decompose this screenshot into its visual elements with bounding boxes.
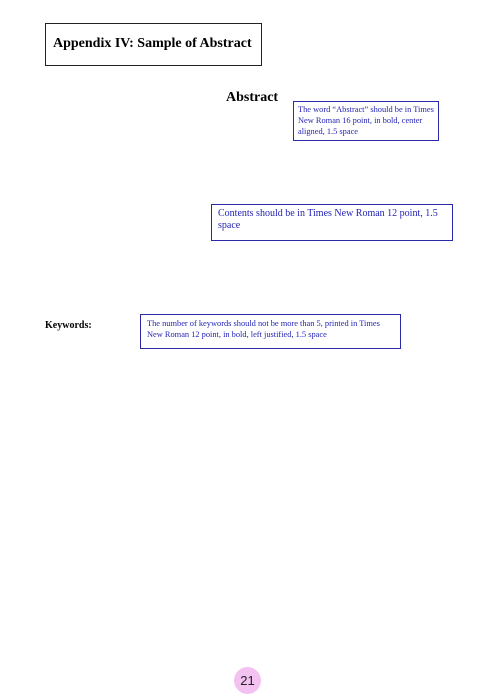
page-number-badge: 21 [234, 667, 261, 694]
appendix-heading: Appendix IV: Sample of Abstract [53, 36, 252, 51]
keywords-format-note: The number of keywords should not be more than 5, printed in Times New Roman 12 point, in bold, left justified, 1.5 space [140, 314, 401, 349]
abstract-title: Abstract [226, 90, 279, 105]
content-format-note: Contents should be in Times New Roman 12 point, 1.5 space [211, 204, 453, 241]
keywords-label: Keywords: [45, 320, 92, 331]
title-format-note: The word “Abstract” should be in Times New Roman 16 point, in bold, center aligned, 1.5 space [293, 101, 439, 141]
appendix-heading-box [45, 23, 262, 66]
